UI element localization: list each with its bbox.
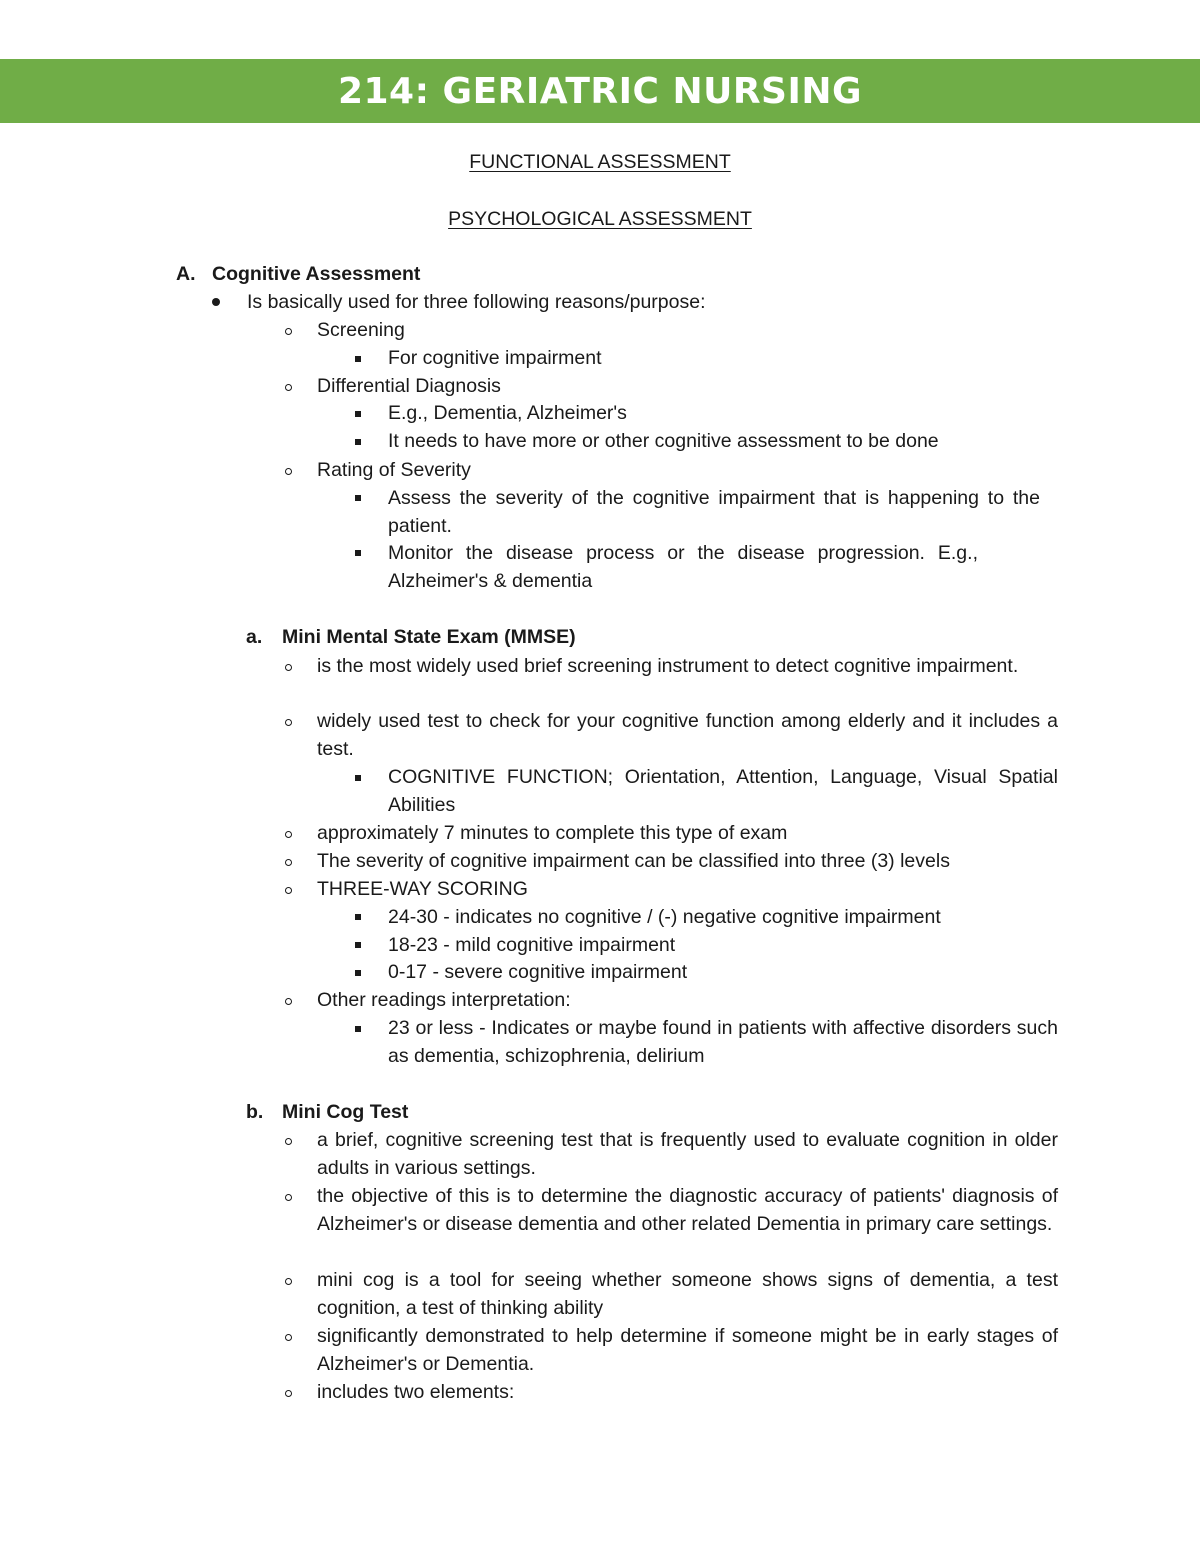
reason-severity-sub-2: Monitor the disease process or the disease progression. E.g., Alzheimer's & dementia bbox=[388, 542, 978, 592]
circle-bullet-icon bbox=[285, 719, 292, 726]
circle-bullet-icon bbox=[285, 664, 292, 671]
minicog-marker: b. bbox=[246, 1101, 264, 1123]
circle-bullet-icon bbox=[285, 859, 292, 866]
square-bullet-icon bbox=[355, 914, 361, 920]
square-bullet-icon bbox=[355, 356, 361, 362]
circle-bullet-icon bbox=[285, 1390, 292, 1397]
minicog-item: includes two elements: bbox=[317, 1381, 515, 1403]
mmse-scoring-item: 18-23 - mild cognitive impairment bbox=[388, 934, 676, 956]
reason-differential-sub-2: It needs to have more or other cognitive assessment to be done bbox=[388, 430, 939, 452]
square-bullet-icon bbox=[355, 942, 361, 948]
mmse-other-reading: 23 or less - Indicates or maybe found in patients with affective disorders such as dementia, schizophrenia, delirium bbox=[388, 1017, 1058, 1067]
square-bullet-icon bbox=[355, 411, 361, 417]
reason-severity-sub-1: Assess the severity of the cognitive impairment that is happening to the patient. bbox=[388, 487, 1040, 537]
reason-rating-of-severity: Rating of Severity bbox=[317, 459, 471, 481]
square-bullet-icon bbox=[355, 550, 361, 556]
mmse-item: is the most widely used brief screening instrument to detect cognitive impairment. bbox=[317, 655, 1019, 677]
circle-bullet-icon bbox=[285, 1138, 292, 1145]
minicog-item: the objective of this is to determine the diagnostic accuracy of patients' diagnosis of Alzheimer's or disease dementia and other related Dementia in primary care settings. bbox=[317, 1185, 1058, 1235]
bullet-dot-icon bbox=[212, 298, 220, 306]
mmse-title: Mini Mental State Exam (MMSE) bbox=[282, 626, 576, 648]
heading-functional-assessment: FUNCTIONAL ASSESSMENT bbox=[469, 151, 731, 173]
mmse-scoring-item: 24-30 - indicates no cognitive / (-) negative cognitive impairment bbox=[388, 906, 941, 928]
square-bullet-icon bbox=[355, 439, 361, 445]
circle-bullet-icon bbox=[285, 468, 292, 475]
section-a-title: Cognitive Assessment bbox=[212, 263, 421, 285]
section-a-marker: A. bbox=[176, 263, 196, 285]
mmse-item: The severity of cognitive impairment can be classified into three (3) levels bbox=[317, 850, 950, 872]
square-bullet-icon bbox=[355, 775, 361, 781]
minicog-title: Mini Cog Test bbox=[282, 1101, 409, 1123]
heading-psychological-assessment: PSYCHOLOGICAL ASSESSMENT bbox=[448, 208, 752, 230]
minicog-item: a brief, cognitive screening test that is frequently used to evaluate cognition in older adults in various settings. bbox=[317, 1129, 1058, 1179]
mmse-scoring-item: 0-17 - severe cognitive impairment bbox=[388, 961, 688, 983]
page-title: 214: GERIATRIC NURSING bbox=[337, 71, 863, 112]
circle-bullet-icon bbox=[285, 1334, 292, 1341]
mmse-item: Other readings interpretation: bbox=[317, 989, 571, 1011]
square-bullet-icon bbox=[355, 1026, 361, 1032]
circle-bullet-icon bbox=[285, 887, 292, 894]
circle-bullet-icon bbox=[285, 1278, 292, 1285]
circle-bullet-icon bbox=[285, 328, 292, 335]
mmse-marker: a. bbox=[246, 626, 263, 648]
circle-bullet-icon bbox=[285, 831, 292, 838]
circle-bullet-icon bbox=[285, 1194, 292, 1201]
minicog-item: significantly demonstrated to help determine if someone might be in early stages of Alzheimer's or Dementia. bbox=[317, 1325, 1058, 1375]
minicog-item: mini cog is a tool for seeing whether someone shows signs of dementia, a test cognition, a test of thinking ability bbox=[317, 1269, 1058, 1319]
circle-bullet-icon bbox=[285, 998, 292, 1005]
reason-screening-sub: For cognitive impairment bbox=[388, 347, 602, 369]
reason-differential-sub-1: E.g., Dementia, Alzheimer's bbox=[388, 402, 627, 424]
mmse-item: approximately 7 minutes to complete this type of exam bbox=[317, 822, 788, 844]
circle-bullet-icon bbox=[285, 384, 292, 391]
mmse-cognitive-function: COGNITIVE FUNCTION; Orientation, Attention, Language, Visual Spatial Abilities bbox=[388, 766, 1058, 816]
square-bullet-icon bbox=[355, 970, 361, 976]
mmse-item: widely used test to check for your cognitive function among elderly and it includes a test. bbox=[317, 710, 1058, 760]
mmse-item: THREE-WAY SCORING bbox=[317, 878, 528, 900]
reason-screening: Screening bbox=[317, 319, 405, 341]
section-a-intro: Is basically used for three following reasons/purpose: bbox=[247, 291, 706, 313]
reason-differential-diagnosis: Differential Diagnosis bbox=[317, 375, 501, 397]
square-bullet-icon bbox=[355, 495, 361, 501]
